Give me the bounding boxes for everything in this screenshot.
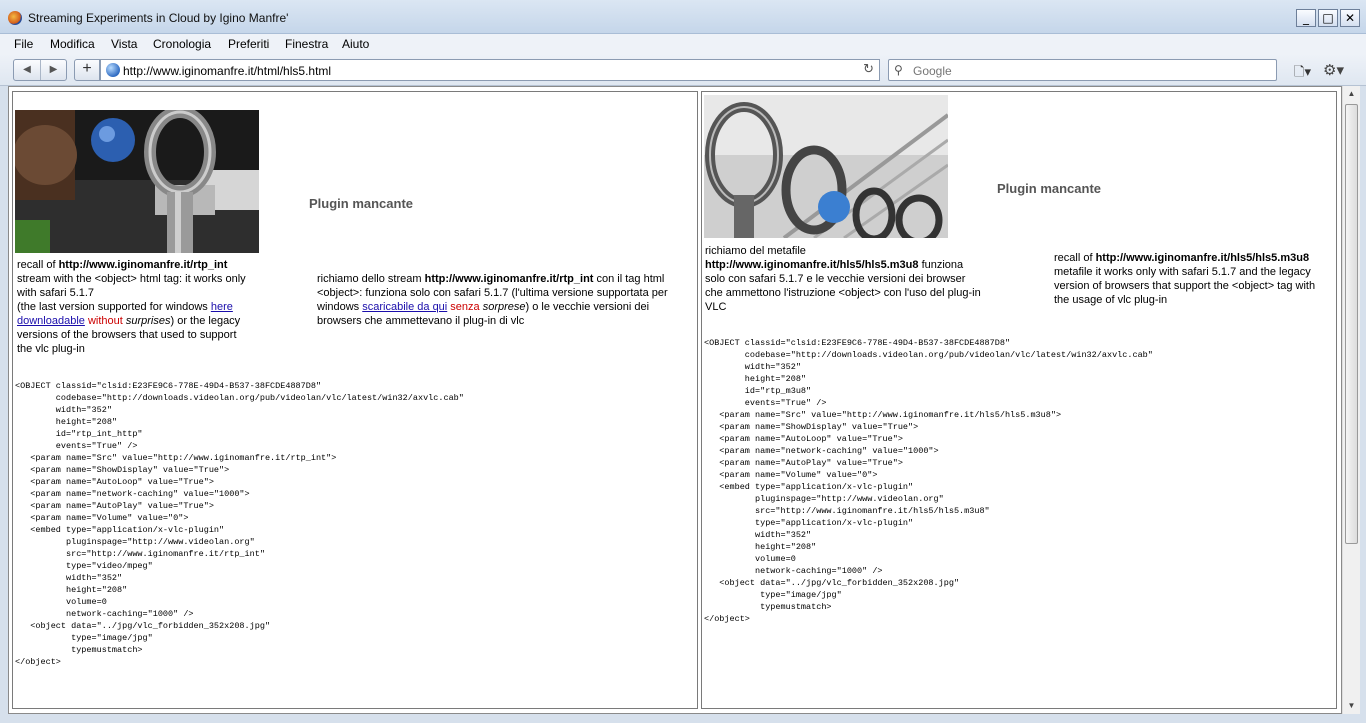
- english-description-hls: [1054, 251, 1330, 307]
- en-text-hls-1: recall of: [1054, 252, 1096, 264]
- search-input[interactable]: [913, 63, 1253, 78]
- en-text-3: (the last version supported for windows: [17, 301, 211, 313]
- en-text-hls-2: metafile it works only with safari 5.1.7 and the legacy version of browsers that support the <object> tag with the usage of vlc plug-in: [1054, 266, 1316, 306]
- scaricabile-link[interactable]: scaricabile da qui: [362, 301, 448, 313]
- reload-icon[interactable]: ↻: [863, 62, 874, 77]
- menu-cronologia[interactable]: Cronologia: [153, 37, 212, 51]
- new-tab-button[interactable]: +: [74, 59, 100, 81]
- forward-button[interactable]: ▶: [40, 60, 66, 80]
- scroll-thumb[interactable]: [1345, 104, 1358, 544]
- minimize-button[interactable]: _: [1296, 9, 1316, 27]
- it-text-hls-1: richiamo del metafile: [705, 245, 806, 257]
- en-text-1: recall of: [17, 259, 59, 271]
- window-controls: [1296, 9, 1360, 27]
- menu-vista[interactable]: Vista: [111, 37, 138, 51]
- left-frame: [12, 91, 698, 709]
- en-text-4: ) or the legacy versions of the browsers that used to support the vlc plug-in: [17, 315, 241, 355]
- menu-aiuto[interactable]: Aiuto: [342, 37, 370, 51]
- plugin-missing-label: Plugin mancante: [309, 196, 414, 211]
- right-frame: [701, 91, 1337, 709]
- globe-icon: [106, 63, 120, 77]
- code-block-rtp: <OBJECT classid="clsid:E23FE9C6-778E-49D4-B537-38FCDE4887D8" codebase="http://downloads.videolan.org/pub/videolan/vlc/latest/win32/axvlc.cab" width="352" height="208" id="rtp_int_http" events="True" /> <param name="Src" value="http://www.iginomanfre.it/rtp_int"> <param name="ShowDisplay" value="True"> <param name="AutoLoop" value="True"> <param name="network-caching" value="1000"> <param name="AutoPlay" value="True"> <param name="Volume" value="0"> <embed type="application/x-vlc-plugin" pluginspage="http://www.videolan.org" src="http://www.iginomanfre.it/rtp_int" type="video/mpeg" width="352" height="208" volume=0 network-caching="1000" /> <object data="../jpg/vlc_forbidden_352x208.jpg" type="image/jpg" typemustmatch> </object>: [15, 381, 464, 667]
- back-forward-group: [13, 59, 67, 81]
- hls-url-it: http://www.iginomanfre.it/hls5/hls5.m3u8: [705, 259, 919, 271]
- close-button[interactable]: ✕: [1340, 9, 1360, 27]
- it-text-3: ) o le vecchie versioni dei browsers che ammettevano il plug-in di vlc: [317, 301, 650, 327]
- page-content: [8, 86, 1342, 714]
- italian-description-hls: [705, 244, 985, 314]
- video-thumbnail-rtp: [15, 110, 259, 253]
- scroll-down-arrow[interactable]: ▼: [1343, 698, 1360, 714]
- code-block-hls: <OBJECT classid="clsid:E23FE9C6-778E-49D4-B537-38FCDE4887D8" codebase="http://downloads.videolan.org/pub/videolan/vlc/latest/win32/axvlc.cab" width="352" height="208" id="rtp_m3u8" events="True" /> <param name="Src" value="http://www.iginomanfre.it/hls5/hls5.m3u8"> <param name="ShowDisplay" value="True"> <param name="AutoLoop" value="True"> <param name="network-caching" value="1000"> <param name="AutoPlay" value="True"> <param name="Volume" value="0"> <embed type="application/x-vlc-plugin" pluginspage="http://www.videolan.org" src="http://www.iginomanfre.it/hls5/hls5.m3u8" type="application/x-vlc-plugin" width="352" height="208" volume=0 network-caching="1000" /> <object data="../jpg/vlc_forbidden_352x208.jpg" type="image/jpg" typemustmatch> </object>: [704, 338, 1153, 624]
- firefox-icon: [8, 11, 22, 25]
- address-bar[interactable]: [100, 59, 880, 81]
- surprises-text: surprises: [125, 315, 171, 327]
- menu-finestra[interactable]: Finestra: [285, 37, 329, 51]
- back-button[interactable]: ◀: [23, 64, 31, 75]
- here-downloadable-link[interactable]: here downloadable: [17, 301, 233, 327]
- maximize-button[interactable]: □: [1318, 9, 1338, 27]
- gear-icon[interactable]: ⚙▾: [1323, 61, 1344, 79]
- plugin-missing-label-right: Plugin mancante: [997, 181, 1102, 196]
- search-bar[interactable]: [888, 59, 1277, 81]
- navigation-toolbar: [0, 54, 1366, 86]
- it-text-2: con il tag html <object>: funziona solo con safari 5.1.7 (l'ultima versione supportata per windows: [317, 273, 668, 313]
- rtp-url-it: http://www.iginomanfre.it/rtp_int: [424, 273, 594, 285]
- it-text-1: richiamo dello stream: [317, 273, 425, 285]
- menu-file[interactable]: File: [14, 37, 34, 51]
- english-description-rtp: [17, 258, 247, 356]
- senza-text: senza: [447, 301, 483, 313]
- sorprese-text: sorprese: [482, 301, 526, 313]
- without-text: without: [84, 315, 126, 327]
- scroll-up-arrow[interactable]: ▲: [1343, 86, 1360, 102]
- rtp-url: http://www.iginomanfre.it/rtp_int: [58, 259, 228, 271]
- vertical-scrollbar[interactable]: [1342, 86, 1360, 714]
- address-url[interactable]: http://www.iginomanfre.it/html/hls5.html: [123, 64, 332, 78]
- menu-modifica[interactable]: Modifica: [50, 37, 95, 51]
- window-titlebar: [0, 0, 1366, 34]
- en-text-2: stream with the <object> html tag: it works only with safari 5.1.7: [17, 273, 246, 299]
- search-icon[interactable]: ⚲: [894, 63, 903, 77]
- it-text-hls-2: funziona solo con safari 5.1.7 e le vecchie versioni dei browser che ammettono l'istruzione <object> con l'uso del plug-in VLC: [705, 259, 981, 313]
- hls-url: http://www.iginomanfre.it/hls5/hls5.m3u8: [1095, 252, 1310, 264]
- menu-bar: [0, 34, 1366, 54]
- window-title: Streaming Experiments in Cloud by Igino Manfre': [28, 11, 289, 25]
- menu-preferiti[interactable]: Preferiti: [228, 37, 270, 51]
- page-menu-icon[interactable]: 🗋▾: [1294, 65, 1311, 80]
- italian-description-rtp: [317, 272, 673, 328]
- video-thumbnail-hls: [704, 95, 948, 238]
